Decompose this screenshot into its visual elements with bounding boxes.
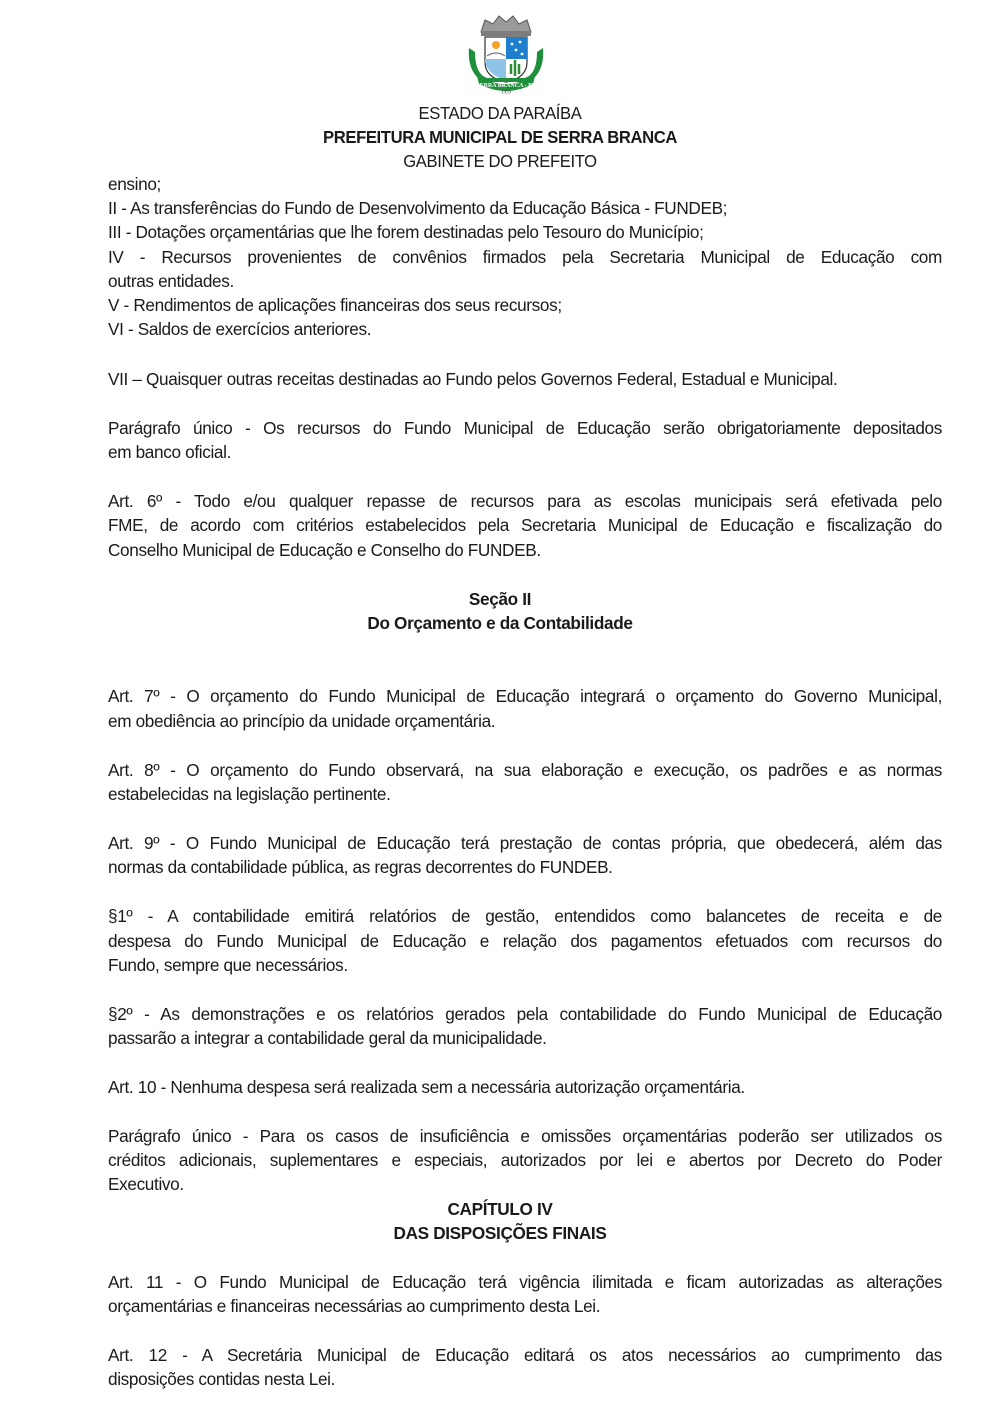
text-line: Art. 8º - O orçamento do Fundo observará, na sua elaboração e execução, os padrões e as normas [108, 760, 942, 780]
header-prefecture: PREFEITURA MUNICIPAL DE SERRA BRANCA [323, 127, 677, 147]
text-line: IV - Recursos provenientes de convênios firmados pela Secretaria Municipal de Educação com [108, 247, 942, 267]
text-line: §2º - As demonstrações e os relatórios gerados pela contabilidade do Fundo Municipal de Educação [108, 1004, 942, 1024]
text-line: normas da contabilidade pública, as regras decorrentes do FUNDEB. [108, 857, 613, 877]
crest-year: 1959 [501, 90, 511, 94]
text-line: Art. 9º - O Fundo Municipal de Educação terá prestação de contas própria, que obedecerá, além das [108, 833, 942, 853]
text-line: orçamentárias e financeiras necessárias ao cumprimento desta Lei. [108, 1296, 601, 1316]
header-state: ESTADO DA PARAÍBA [418, 103, 582, 123]
text-line: Fundo, sempre que necessários. [108, 955, 348, 975]
text-line: despesa do Fundo Municipal de Educação e relação dos pagamentos efetuados com recursos do [108, 931, 942, 951]
text-line: Conselho Municipal de Educação e Conselho do FUNDEB. [108, 540, 541, 560]
crest-motto: SERRA BRANCA - PB [476, 83, 536, 89]
text-line: disposições contidas nesta Lei. [108, 1369, 336, 1389]
text-line: VII – Quaisquer outras receitas destinadas ao Fundo pelos Governos Federal, Estadual e Municipal. [108, 369, 838, 389]
header-office: GABINETE DO PREFEITO [403, 151, 597, 171]
text-line: FME, de acordo com critérios estabelecidos pela Secretaria Municipal de Educação e fiscalização do [108, 515, 942, 535]
chapter-subtitle: DAS DISPOSIÇÕES FINAIS [393, 1223, 607, 1243]
text-line: Art. 10 - Nenhuma despesa será realizada sem a necessária autorização orçamentária. [108, 1077, 745, 1097]
section-title: Seção II [468, 589, 532, 609]
chapter-title: CAPÍTULO IV [447, 1199, 553, 1219]
text-line: Art. 7º - O orçamento do Fundo Municipal de Educação integrará o orçamento do Governo Municipal, [108, 686, 942, 706]
text-line: III - Dotações orçamentárias que lhe forem destinadas pelo Tesouro do Município; [108, 222, 704, 242]
text-line: II - As transferências do Fundo de Desenvolvimento da Educação Básica - FUNDEB; [108, 198, 728, 218]
text-line: Executivo. [108, 1174, 184, 1194]
text-line: Parágrafo único - Para os casos de insuficiência e omissões orçamentárias poderão ser utilizados os [108, 1126, 942, 1146]
text-line: estabelecidas na legislação pertinente. [108, 784, 391, 804]
text-line: §1º - A contabilidade emitirá relatórios de gestão, entendidos como balancetes de receita e de [108, 906, 942, 926]
text-line: Parágrafo único - Os recursos do Fundo Municipal de Educação serão obrigatoriamente depositados [108, 418, 942, 438]
text-line: em obediência ao princípio da unidade orçamentária. [108, 711, 496, 731]
text-line: V - Rendimentos de aplicações financeiras dos seus recursos; [108, 295, 562, 315]
municipal-crest [463, 12, 549, 94]
section-subtitle: Do Orçamento e da Contabilidade [367, 613, 633, 633]
text-line: Art. 12 - A Secretária Municipal de Educação editará os atos necessários ao cumprimento das [108, 1345, 942, 1365]
text-line: em banco oficial. [108, 442, 232, 462]
text-line: passarão a integrar a contabilidade geral da municipalidade. [108, 1028, 547, 1048]
text-line: VI - Saldos de exercícios anteriores. [108, 319, 372, 339]
text-line: créditos adicionais, suplementares e especiais, autorizados por lei e abertos por Decreto do Poder [108, 1150, 942, 1170]
text-line: outras entidades. [108, 271, 234, 291]
text-line: ensino; [108, 174, 161, 194]
text-line: Art. 11 - O Fundo Municipal de Educação terá vigência ilimitada e ficam autorizadas as alterações [108, 1272, 942, 1292]
text-line: Art. 6º - Todo e/ou qualquer repasse de recursos para as escolas municipais será efetivada pelo [108, 491, 942, 511]
coat-of-arms-icon [463, 12, 549, 94]
